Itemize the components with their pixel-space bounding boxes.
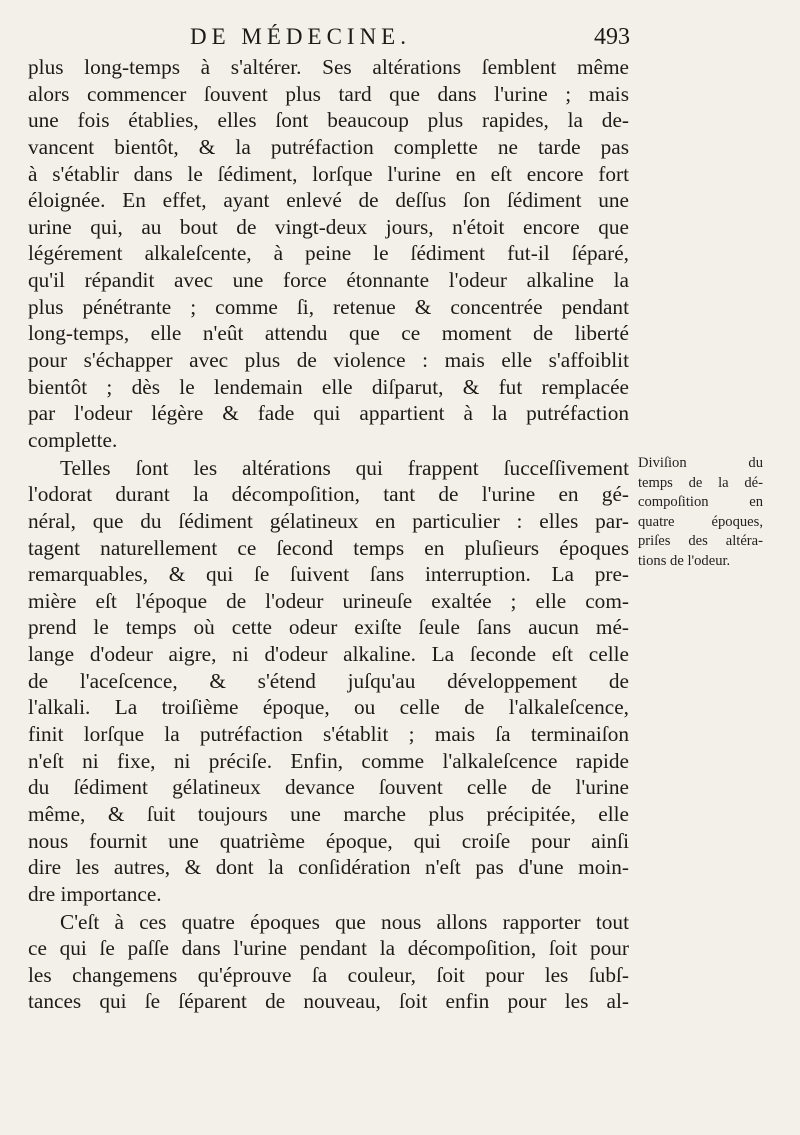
text-line: éloignée. En effet, ayant enlevé de deſſus ſon ſédiment une <box>28 188 629 213</box>
text-line: tagent naturellement ce ſecond temps en pluſieurs époques <box>28 535 629 560</box>
text-line: qu'il répandit avec une force étonnante l'odeur alkaline la <box>28 268 629 293</box>
text-line: pour s'échapper avec plus de violence : mais elle s'affoiblit <box>28 348 629 373</box>
text-line: tances qui ſe ſéparent de nouveau, ſoit enfin pour les al- <box>28 989 629 1014</box>
text-line: plus long-temps à s'altérer. Ses altérations ſemblent même <box>28 55 629 79</box>
text-line: ce qui ſe paſſe dans l'urine pendant la décompoſition, ſoit pour <box>28 936 629 961</box>
text-line: dire les autres, & dont la conſidération n'eſt pas d'une moin- <box>28 855 629 880</box>
text-line: remarquables, & qui ſe ſuivent ſans interruption. La pre- <box>28 562 629 587</box>
page-number: 493 <box>594 24 630 50</box>
margin-note-line: compoſition en <box>638 494 763 510</box>
margin-note-line: priſes des altéra- <box>638 533 763 549</box>
text-line: à s'établir dans le ſédiment, lorſque l'urine en eſt encore fort <box>28 161 629 186</box>
text-line: alors commencer ſouvent plus tard que dans l'urine ; mais <box>28 81 629 106</box>
margin-note-line: Diviſion du <box>638 455 763 471</box>
running-title: DE MÉDECINE. <box>190 24 411 49</box>
margin-note-line: quatre époques, <box>638 513 763 530</box>
text-line: vancent bientôt, & la putréfaction complette ne tarde pas <box>28 134 629 159</box>
text-line: Telles ſont les altérations qui frappent ſucceſſivement <box>60 455 629 480</box>
margin-note <box>638 454 763 571</box>
margin-note-line: temps de la dé- <box>638 474 763 491</box>
text-line: l'odorat durant la décompoſition, tant de l'urine en gé- <box>28 482 629 507</box>
text-line: légérement alkaleſcente, à peine le ſédiment fut-il ſéparé, <box>28 241 629 266</box>
text-line: de l'aceſcence, & s'étend juſqu'au développement de <box>28 668 629 693</box>
text-line: même, & ſuit toujours une marche plus précipitée, elle <box>28 801 629 826</box>
text-line: C'eſt à ces quatre époques que nous allons rapporter tout <box>60 909 629 934</box>
text-line: complette. <box>28 427 118 452</box>
text-line: n'eſt ni fixe, ni préciſe. Enfin, comme l'alkaleſcence rapide <box>28 748 629 773</box>
text-line: lange d'odeur aigre, ni d'odeur alkaline. La ſeconde eſt celle <box>28 642 629 667</box>
text-line: prend le temps où cette odeur exiſte ſeule ſans aucun mé- <box>28 615 629 640</box>
text-line: par l'odeur légère & fade qui appartient à la putréfaction <box>28 401 629 426</box>
text-line: une fois établies, elles ſont beaucoup plus rapides, la de- <box>28 108 629 133</box>
text-line: l'alkali. La troiſième époque, ou celle de l'alkaleſcence, <box>28 695 629 720</box>
text-line: plus pénétrante ; comme ſi, retenue & concentrée pendant <box>28 294 629 319</box>
text-line: dre importance. <box>28 881 162 906</box>
text-line: les changemens qu'éprouve ſa couleur, ſoit pour les ſubſ- <box>28 962 629 987</box>
text-line: urine qui, au bout de vingt-deux jours, n'étoit encore que <box>28 214 629 239</box>
main-text <box>28 54 629 1015</box>
margin-note-line: tions de l'odeur. <box>638 552 731 569</box>
text-line: finit lorſque la putréfaction s'établit ; mais ſa terminaiſon <box>28 722 629 747</box>
text-line: nous fournit une quatrième époque, qui croiſe pour ainſi <box>28 828 629 853</box>
text-line: du ſédiment gélatineux devance ſouvent celle de l'urine <box>28 775 629 800</box>
text-line: long-temps, elle n'eût attendu que ce moment de liberté <box>28 321 629 346</box>
text-line: mière eſt l'époque de l'odeur urineuſe exaltée ; elle com- <box>28 588 629 613</box>
text-line: bientôt ; dès le lendemain elle diſparut, & fut remplacée <box>28 374 629 399</box>
text-line: néral, que du ſédiment gélatineux en particulier : elles par- <box>28 508 629 533</box>
